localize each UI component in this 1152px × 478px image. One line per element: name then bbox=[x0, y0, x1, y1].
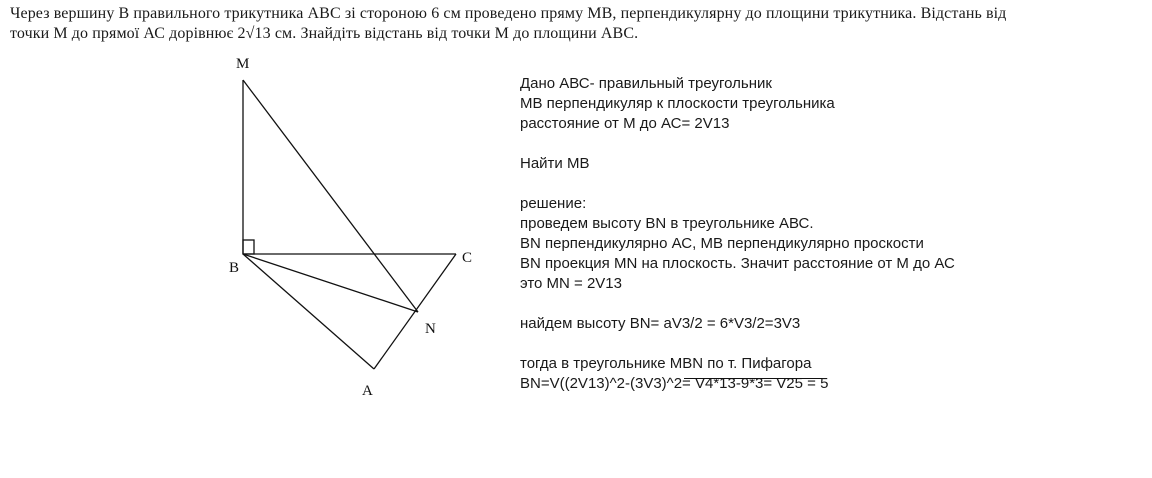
segment-ba bbox=[243, 254, 374, 369]
vertex-label-a: A bbox=[362, 383, 373, 399]
blank-line bbox=[520, 134, 940, 154]
problem-line-2: точки М до прямої АС дорівнює 2√13 см. Знайдіть відстань від точки М до площини АВС. bbox=[10, 25, 639, 42]
vertex-label-n: N bbox=[425, 321, 436, 337]
vertex-label-c: C bbox=[462, 250, 473, 266]
solution-step-6: тогда в треугольнике MBN по т. Пифагора bbox=[520, 355, 812, 372]
problem-line-1: Через вершину В правильного трикутника АВС зі стороною 6 см проведено пряму МВ, перпендикулярну до площини трикутника. Відстань від bbox=[10, 5, 1007, 22]
blank-line bbox=[520, 294, 940, 314]
solution-step-1: проведем высоту BN в треугольнике АВС. bbox=[520, 215, 814, 232]
underline-decoration bbox=[684, 378, 822, 379]
blank-line bbox=[520, 334, 940, 354]
segment-bn bbox=[243, 254, 418, 312]
solution-step-2: BN перпендикулярно АС, МВ перпендикулярно проскости bbox=[520, 235, 924, 252]
solution-step-5: найдем высоту BN= aV3/2 = 6*V3/2=3V3 bbox=[520, 315, 801, 332]
solution-text bbox=[520, 74, 955, 394]
solution-heading: решение: bbox=[520, 195, 587, 212]
vertex-label-m: M bbox=[236, 56, 250, 72]
right-angle-mark bbox=[243, 240, 254, 254]
vertex-label-b: B bbox=[229, 260, 240, 276]
solution-step-4: это MN = 2V13 bbox=[520, 275, 622, 292]
solution-step-7: BN=V((2V13)^2-(3V3)^2= V4*13-9*3= V25 = 5 bbox=[520, 375, 829, 392]
blank-line bbox=[520, 174, 940, 194]
given-line-2: МВ перпендикуляр к плоскости треугольника bbox=[520, 95, 835, 112]
given-line-3: расстояние от М до АС= 2V13 bbox=[520, 115, 730, 132]
segment-ac bbox=[374, 254, 456, 369]
geometry-figure bbox=[0, 0, 520, 478]
find-line: Найти МВ bbox=[520, 155, 590, 172]
given-line-1: Дано АВС- правильный треугольник bbox=[520, 75, 772, 92]
solution-step-3: BN проекция MN на плоскость. Значит расстояние от М до АС bbox=[520, 255, 955, 272]
